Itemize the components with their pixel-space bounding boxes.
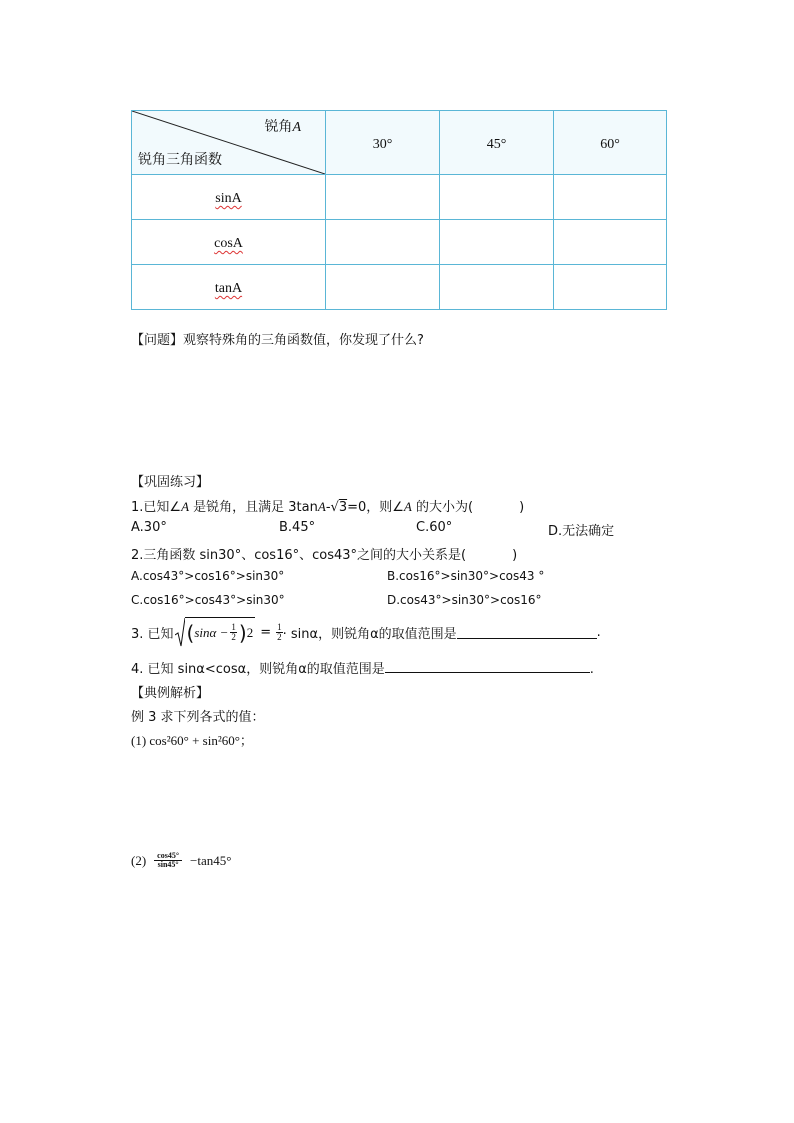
rhs-fraction: $\frac{1}{2}$ <box>277 621 282 642</box>
row-label-cos: cosA <box>214 236 243 251</box>
table-row-cos <box>132 220 667 265</box>
empty-cell[interactable] <box>326 175 440 220</box>
empty-cell[interactable] <box>554 175 667 220</box>
practice-q2: 2.三角函数 sin30°、cos16°、cos43°之间的大小关系是( ) <box>131 548 518 563</box>
practice-q4: 4. 已知 sinα<cosα，则锐角α的取值范围是 . <box>131 658 594 677</box>
header-function-label: 锐角三角函数 <box>138 152 222 168</box>
empty-cell[interactable] <box>440 175 554 220</box>
radical-sign <box>175 617 185 647</box>
q1-option-a: A.30° <box>131 520 167 535</box>
empty-cell[interactable] <box>440 265 554 310</box>
angle-header-30: 30° <box>326 111 440 175</box>
sqrt-expression: ( sinα − $\frac{1}{2}$ ) 2 <box>175 617 256 647</box>
sqrt-symbol: √ <box>330 500 339 515</box>
row-label-sin: sinA <box>215 191 242 206</box>
cos-sin-fraction: $\frac{\cos 45^\circ}{\sin 45^\circ}$ <box>154 852 182 869</box>
q1-option-d: D.无法确定 <box>548 524 615 539</box>
empty-cell[interactable] <box>554 220 667 265</box>
table-diagonal-header-cell <box>132 111 326 175</box>
example-part-1: (1) cos²60° + sin²60°； <box>131 733 253 748</box>
q3-answer-blank[interactable] <box>457 625 597 639</box>
header-angle-label: 锐角A <box>264 119 301 135</box>
example-heading: 【典例解析】 <box>131 686 210 701</box>
example-part-2: (2) $\frac{\cos 45^\circ}{\sin 45^\circ}$ −tan45° <box>131 851 232 869</box>
q2-option-a: A.cos43°>cos16°>sin30° <box>131 569 285 583</box>
half-fraction: $\frac{1}{2}$ <box>231 622 236 642</box>
q2-option-b: B.cos16°>sin30°>cos43 ° <box>387 569 545 583</box>
table-row-sin <box>132 175 667 220</box>
empty-cell[interactable] <box>326 265 440 310</box>
empty-cell[interactable] <box>554 265 667 310</box>
practice-q1: 1.已知∠A 是锐角，且满足 3tanA-√3=0，则∠A 的大小为( ) <box>131 499 525 515</box>
practice-q3: 3. 已知 ( sinα − $\frac{1}{2}$ ) 2 = $\frac{1}{2}$ · sinα，则锐角α的取值范围是 . <box>131 617 601 647</box>
angle-header-45: 45° <box>440 111 554 175</box>
table-row-tan <box>132 265 667 310</box>
angle-header-60: 60° <box>554 111 667 175</box>
q2-option-c: C.cos16°>cos43°>sin30° <box>131 593 285 607</box>
empty-cell[interactable] <box>440 220 554 265</box>
practice-heading: 【巩固练习】 <box>131 475 210 490</box>
q2-option-d: D.cos43°>sin30°>cos16° <box>387 593 542 607</box>
q1-option-c: C.60° <box>416 520 453 535</box>
table-header-row <box>132 111 667 175</box>
q1-option-b: B.45° <box>279 520 316 535</box>
row-label-tan: tanA <box>214 281 243 296</box>
question-text: 【问题】观察特殊角的三角函数值，你发现了什么? <box>131 333 424 348</box>
q4-answer-blank[interactable] <box>385 659 590 673</box>
example-title: 例 3 求下列各式的值： <box>131 710 265 725</box>
empty-cell[interactable] <box>326 220 440 265</box>
trig-values-table <box>131 110 667 310</box>
